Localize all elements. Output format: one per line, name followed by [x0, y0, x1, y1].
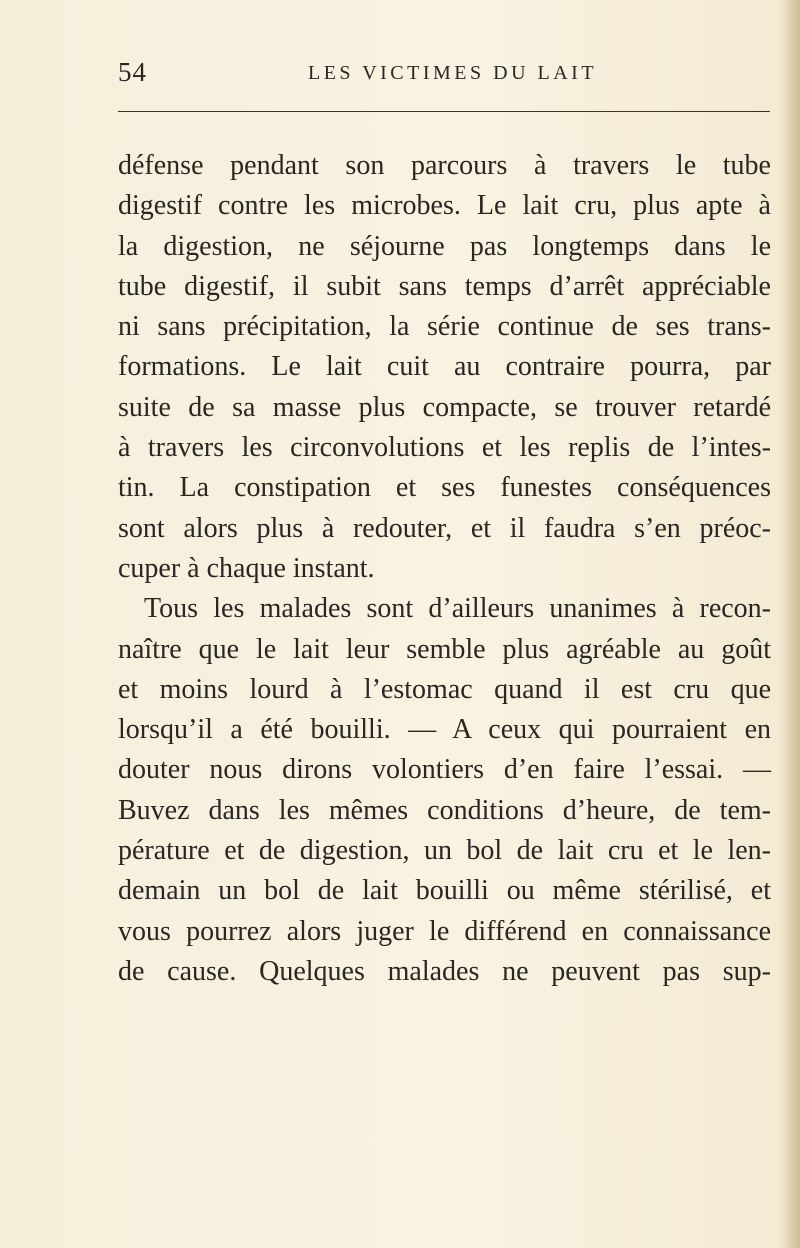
text-line: lorsqu’il a été bouilli. — A ceux qui pourraient en [118, 714, 771, 746]
running-title: LES VICTIMES DU LAIT [308, 62, 598, 84]
text-line: formations. Le lait cuit au contraire pourra, par [118, 351, 771, 383]
text-line-paragraph-start: Tous les malades sont d’ailleurs unanimes à recon- [144, 593, 771, 625]
text-line: sont alors plus à redouter, et il faudra s’en préoc- [118, 512, 771, 544]
text-line: Buvez dans les mêmes conditions d’heure, de tem- [118, 794, 771, 826]
text-line: douter nous dirons volontiers d’en faire l’essai. — [118, 754, 771, 786]
text-line: vous pourrez alors juger le différend en connaissance [118, 915, 771, 947]
text-line: naître que le lait leur semble plus agréable au goût [118, 633, 771, 665]
page-header [118, 56, 770, 96]
text-line: à travers les circonvolutions et les replis de l’intes- [118, 432, 771, 464]
text-line: ni sans précipitation, la série continue de ses trans- [118, 311, 771, 343]
header-rule [118, 111, 770, 112]
text-line: la digestion, ne séjourne pas longtemps dans le [118, 230, 771, 262]
text-line: de cause. Quelques malades ne peuvent pas sup- [118, 955, 771, 987]
page-number: 54 [118, 57, 147, 87]
body-text [118, 146, 771, 992]
text-line: tube digestif, il subit sans temps d’arrêt appréciable [118, 270, 771, 302]
text-line: tin. La constipation et ses funestes conséquences [118, 472, 771, 504]
text-line: défense pendant son parcours à travers le tube [118, 150, 771, 181]
page-edge-shadow [778, 0, 800, 1248]
text-line: suite de sa masse plus compacte, se trouver retardé [118, 391, 771, 423]
text-line: demain un bol de lait bouilli ou même stérilisé, et [118, 875, 771, 907]
text-line: digestif contre les microbes. Le lait cru, plus apte à [118, 190, 771, 222]
text-line: pérature et de digestion, un bol de lait cru et le len- [118, 835, 771, 867]
text-line-paragraph-end: cuper à chaque instant. [118, 552, 375, 584]
text-line: et moins lourd à l’estomac quand il est cru que [118, 673, 771, 705]
